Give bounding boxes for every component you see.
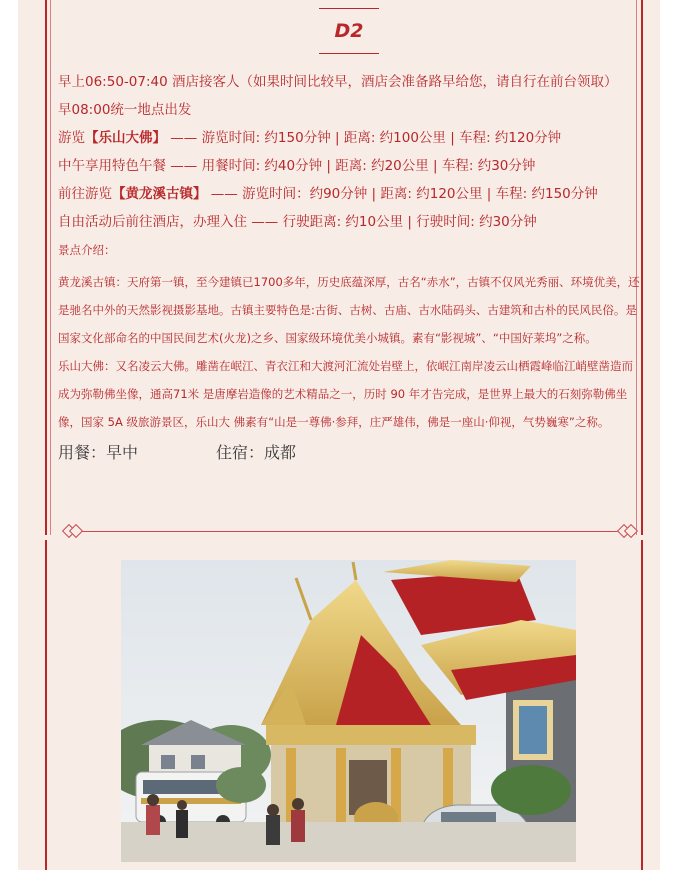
section-divider (62, 522, 638, 542)
schedule-item (58, 72, 642, 100)
border-line-left-inner (50, 0, 51, 535)
intro-paragraph: 乐山大佛：又名凌云大佛。雕凿在岷江、青衣江和大渡河汇流处岩壁上，依岷江南岸凌云山栖霞峰临江峭壁凿造而成为弥勒佛坐像，通高71米 是唐摩岩造像的艺术精品之一，历时 90 年才告完成，是世界上最大的石刻弥勒佛坐像，国家 5A 级旅游景区，乐山大 佛素有“山是一尊佛·参拜，庄严雄伟，佛是一座山·仰视，气势巍寒”之称。 (58, 359, 633, 429)
schedule-item (58, 128, 642, 156)
border-line-right-lower (641, 540, 643, 870)
schedule-detail: —— 游览时间：约90分钟 | 距离: 约120公里 | 车程: 约150分钟 (210, 186, 598, 202)
day-rule-bottom (319, 53, 379, 54)
schedule-item (58, 212, 642, 240)
schedule-prefix: 游览 (58, 130, 85, 146)
divider-line (76, 531, 624, 532)
border-line-left-lower (45, 540, 47, 870)
schedule-item (58, 184, 642, 212)
attraction-name: 【黄龙溪古镇】 (112, 186, 207, 202)
intro-paragraph: 黄龙溪古镇：天府第一镇，至今建镇已1700多年，历史底蕴深厚，古名“赤水”，古镇不仅风光秀丽、环境优美，还是驰名中外的天然影视摄影基地。古镇主要特色是:古街、古树、古庙、古水陆码头、古建筑和古朴的民风民俗。是国家文化部命名的中国民间艺术(火龙)之乡、国家级环境优美小城镇。素有“影视城”、“中国好莱坞”之称。 (58, 275, 640, 345)
attraction-photo (121, 560, 576, 862)
schedule-text: 中午享用特色午餐 —— 用餐时间: 约40分钟 | 距离: 约20公里 | 车程: 约30分钟 (58, 158, 536, 174)
day-title: D2 (334, 20, 364, 42)
border-line-left (45, 0, 47, 535)
schedule-detail: —— 游览时间: 约150分钟 | 距离: 约100公里 | 车程: 约120分钟 (170, 130, 562, 146)
attraction-name: 【乐山大佛】 (85, 130, 166, 146)
schedule-text: 早08:00统一地点出发 (58, 102, 192, 118)
schedule-text: 自由活动后前往酒店，办理入住 —— 行驶距离: 约10公里 | 行驶时间: 约30分钟 (58, 214, 537, 230)
meals-stay-row (58, 440, 642, 466)
itinerary-content (58, 72, 642, 466)
meals-text: 用餐：早中 (58, 443, 139, 462)
schedule-prefix: 前往游览 (58, 186, 112, 202)
schedule-item (58, 100, 642, 128)
stay-text: 住宿：成都 (216, 443, 297, 462)
schedule-text: 早上06:50-07:40 酒店接客人（如果时间比较早，酒店会准备路早给您，请自行在前台领取） (58, 74, 618, 90)
schedule-item (58, 156, 642, 184)
intro-label: 景点介绍： (58, 243, 116, 257)
day-rule-top (319, 8, 379, 9)
temple-building-image (121, 560, 576, 862)
